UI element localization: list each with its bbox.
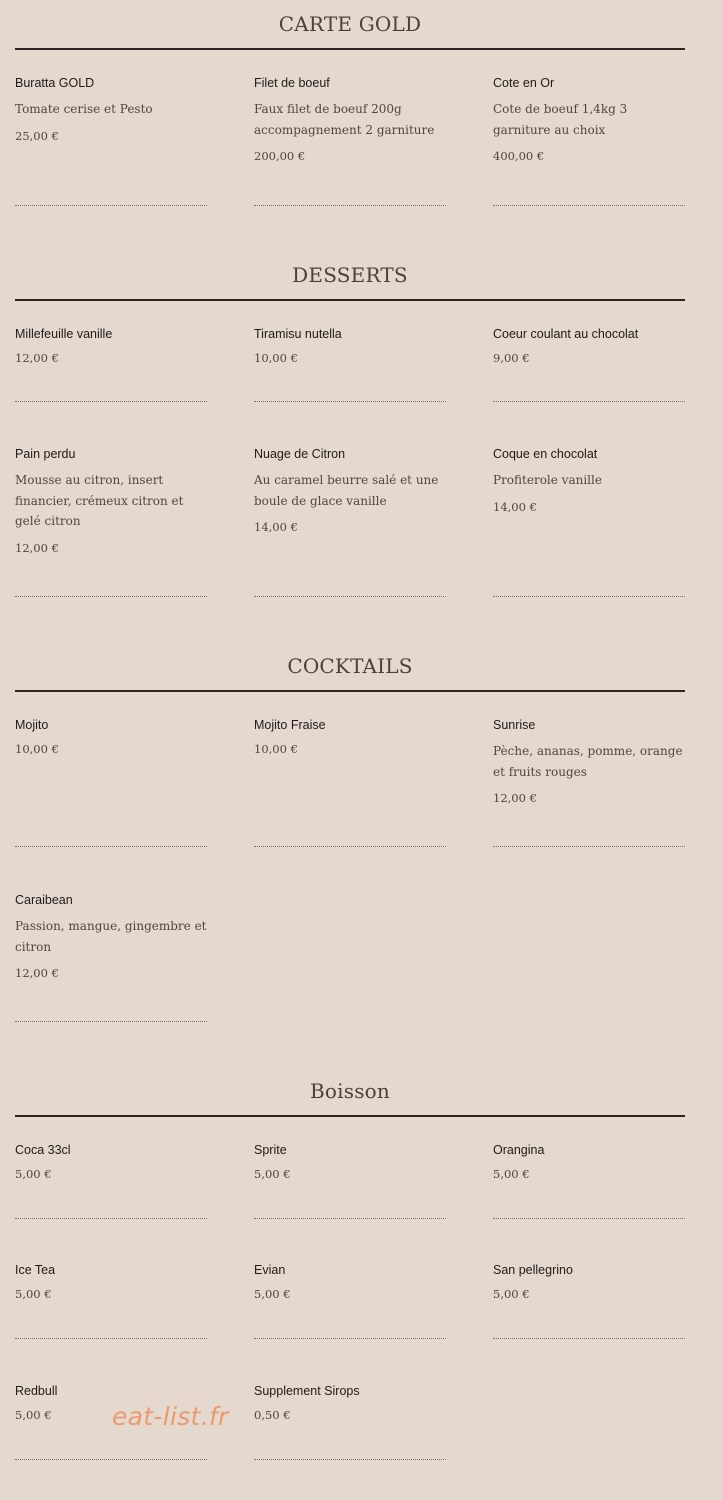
- item-price: 400,00 €: [493, 149, 545, 163]
- item-description: Faux filet de boeuf 200g accompagnement 2 garniture: [254, 102, 435, 137]
- item-price: 10,00 €: [15, 742, 59, 756]
- item-name: Cote en Or: [493, 76, 555, 90]
- item-description: Cote de boeuf 1,4kg 3 garniture au choix: [493, 102, 628, 137]
- item-price: 12,00 €: [493, 791, 537, 805]
- section-title-boisson: Boisson: [310, 1079, 390, 1103]
- menu-item-san-pellegrino[interactable]: [493, 1262, 688, 1302]
- section-divider: [15, 690, 685, 692]
- item-price: 12,00 €: [15, 540, 59, 555]
- dotted-separator: [493, 401, 685, 402]
- item-price: 5,00 €: [493, 1287, 530, 1301]
- section-divider: [15, 48, 685, 50]
- item-price: 5,00 €: [254, 1167, 291, 1181]
- item-price: 9,00 €: [493, 351, 530, 365]
- item-price: 200,00 €: [254, 149, 306, 163]
- section-title-cocktails: COCKTAILS: [287, 654, 413, 678]
- item-price: 5,00 €: [15, 1167, 52, 1181]
- dotted-separator: [15, 401, 207, 402]
- item-price: 12,00 €: [15, 966, 59, 980]
- menu-item-supplement-sirops[interactable]: [254, 1383, 449, 1423]
- menu-item-orangina[interactable]: [493, 1142, 688, 1182]
- item-price: 25,00 €: [15, 128, 59, 143]
- item-description: Profiterole vanille: [493, 473, 602, 487]
- section-divider: [15, 1115, 685, 1117]
- item-description: Pèche, ananas, pomme, orange et fruits rouges: [493, 744, 683, 779]
- item-name: Coca 33cl: [15, 1143, 71, 1157]
- menu-item-mojito[interactable]: [15, 717, 210, 757]
- item-description: Passion, mangue, gingembre et citron: [15, 919, 207, 954]
- item-name: Tiramisu nutella: [254, 327, 342, 341]
- menu-item-buratta-gold[interactable]: [15, 75, 210, 144]
- section-divider: [15, 299, 685, 301]
- item-description: Mousse au citron, insert financier, crémeux citron et gelé citron: [15, 473, 184, 528]
- dotted-separator: [254, 1459, 446, 1460]
- item-price: 10,00 €: [254, 351, 298, 365]
- dotted-separator: [15, 1021, 207, 1022]
- dotted-separator: [254, 205, 446, 206]
- item-name: San pellegrino: [493, 1263, 573, 1277]
- item-name: Ice Tea: [15, 1263, 56, 1277]
- item-name: Evian: [254, 1263, 286, 1277]
- item-description: Au caramel beurre salé et une boule de glace vanille: [254, 473, 439, 508]
- item-price: 0,50 €: [254, 1408, 291, 1422]
- menu-item-cote-en-or[interactable]: [493, 75, 688, 164]
- dotted-separator: [254, 401, 446, 402]
- item-description: Tomate cerise et Pesto: [15, 102, 153, 116]
- item-price: 5,00 €: [15, 1287, 52, 1301]
- watermark-logo: eat-list.fr: [112, 1402, 229, 1431]
- dotted-separator: [254, 1338, 446, 1339]
- dotted-separator: [254, 596, 446, 597]
- item-price: 5,00 €: [15, 1408, 52, 1422]
- dotted-separator: [15, 205, 207, 206]
- item-name: Millefeuille vanille: [15, 327, 113, 341]
- item-name: Mojito Fraise: [254, 718, 326, 732]
- item-name: Buratta GOLD: [15, 76, 95, 90]
- dotted-separator: [254, 846, 446, 847]
- dotted-separator: [493, 1218, 685, 1219]
- item-name: Pain perdu: [15, 447, 76, 461]
- item-name: Coeur coulant au chocolat: [493, 327, 639, 341]
- dotted-separator: [493, 1338, 685, 1339]
- dotted-separator: [15, 596, 207, 597]
- section-title-carte-gold: CARTE GOLD: [278, 12, 422, 36]
- item-name: Supplement Sirops: [254, 1384, 360, 1398]
- menu-item-evian[interactable]: [254, 1262, 449, 1302]
- menu-item-caraibean[interactable]: [15, 892, 210, 981]
- menu-item-sunrise[interactable]: [493, 717, 688, 806]
- dotted-separator: [493, 596, 685, 597]
- dotted-separator: [493, 205, 685, 206]
- item-name: Orangina: [493, 1143, 545, 1157]
- dotted-separator: [493, 846, 685, 847]
- item-price: 14,00 €: [493, 499, 537, 514]
- dotted-separator: [15, 846, 207, 847]
- menu-item-coca[interactable]: [15, 1142, 210, 1182]
- menu-item-nuage-de-citron[interactable]: [254, 446, 449, 535]
- dotted-separator: [254, 1218, 446, 1219]
- menu-item-ice-tea[interactable]: [15, 1262, 210, 1302]
- item-name: Redbull: [15, 1384, 58, 1398]
- menu-item-coeur-coulant[interactable]: [493, 326, 688, 366]
- item-price: 5,00 €: [493, 1167, 530, 1181]
- menu-item-mojito-fraise[interactable]: [254, 717, 449, 757]
- item-name: Caraibean: [15, 893, 73, 907]
- menu-item-millefeuille-vanille[interactable]: [15, 326, 210, 366]
- item-name: Mojito: [15, 718, 49, 732]
- item-name: Nuage de Citron: [254, 447, 346, 461]
- menu-item-filet-de-boeuf[interactable]: [254, 75, 449, 164]
- section-title-desserts: DESSERTS: [292, 263, 408, 287]
- item-price: 12,00 €: [15, 351, 59, 365]
- dotted-separator: [15, 1218, 207, 1219]
- item-name: Filet de boeuf: [254, 76, 330, 90]
- item-price: 14,00 €: [254, 520, 298, 534]
- menu-item-coque-en-chocolat[interactable]: [493, 446, 688, 515]
- dotted-separator: [15, 1459, 207, 1460]
- dotted-separator: [15, 1338, 207, 1339]
- menu-item-sprite[interactable]: [254, 1142, 449, 1182]
- item-price: 5,00 €: [254, 1287, 291, 1301]
- item-name: Coque en chocolat: [493, 447, 598, 461]
- item-price: 10,00 €: [254, 742, 298, 756]
- item-name: Sunrise: [493, 718, 536, 732]
- menu-item-tiramisu-nutella[interactable]: [254, 326, 449, 366]
- menu-item-pain-perdu[interactable]: [15, 446, 210, 556]
- item-name: Sprite: [254, 1143, 287, 1157]
